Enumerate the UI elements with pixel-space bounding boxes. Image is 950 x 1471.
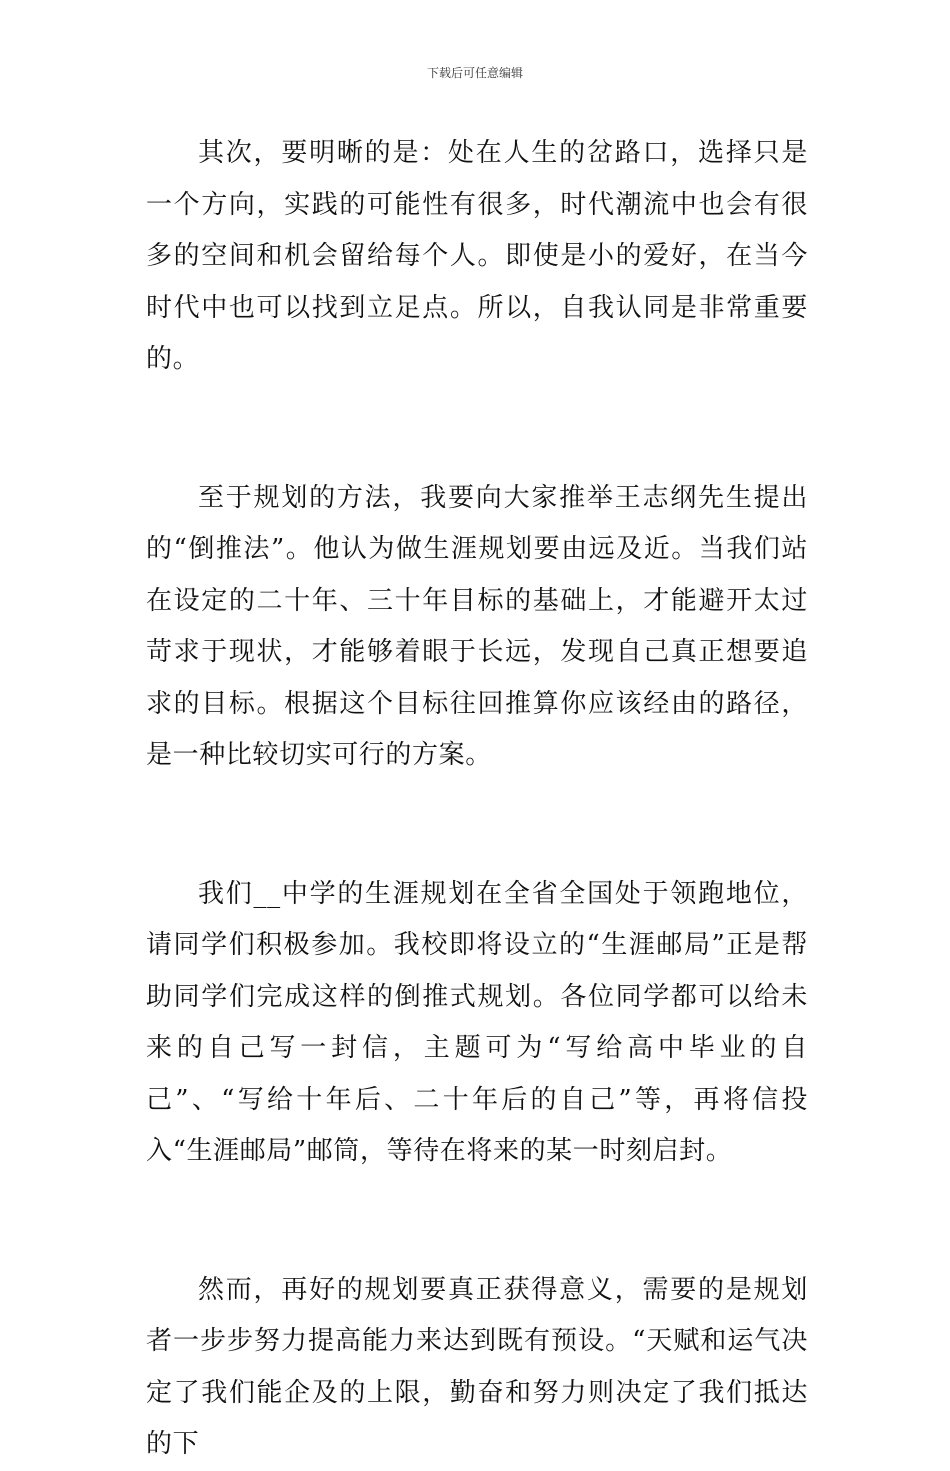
page-header: 下载后可任意编辑 — [426, 66, 523, 80]
paragraph-career-post-office: 我们__中学的生涯规划在全省全国处于领跑地位，请同学们积极参加。我校即将设立的“生涯邮局”正是帮助同学们完成这样的倒推式规划。各位同学都可以给未来的自己写一封信，主题可为“写给高中毕业的自己”、“写给十年后、二十年后的自己”等，再将信投入“生涯邮局”邮筒，等待在将来的某一时刻启封。 — [146, 878, 808, 1166]
paragraph-effort: 然而，再好的规划要真正获得意义，需要的是规划者一步步努力提高能力来达到既有预设。“天赋和运气决定了我们能企及的上限，勤奋和努力则决定了我们抵达的下 — [146, 1274, 808, 1459]
paragraph-planning-method: 至于规划的方法，我要向大家推举王志纲先生提出的“倒推法”。他认为做生涯规划要由远及近。当我们站在设定的二十年、三十年目标的基础上，才能避开太过苛求于现状，才能够着眼于长远，发现自己真正想要追求的目标。根据这个目标往回推算你应该经由的路径，是一种比较切实可行的方案。 — [146, 482, 808, 770]
paragraph-self-identity: 其次，要明晰的是：处在人生的岔路口，选择只是一个方向，实践的可能性有很多，时代潮流中也会有很多的空间和机会留给每个人。即使是小的爱好，在当今时代中也可以找到立足点。所以，自我认同是非常重要的。 — [146, 138, 808, 374]
document-body — [146, 128, 808, 1471]
